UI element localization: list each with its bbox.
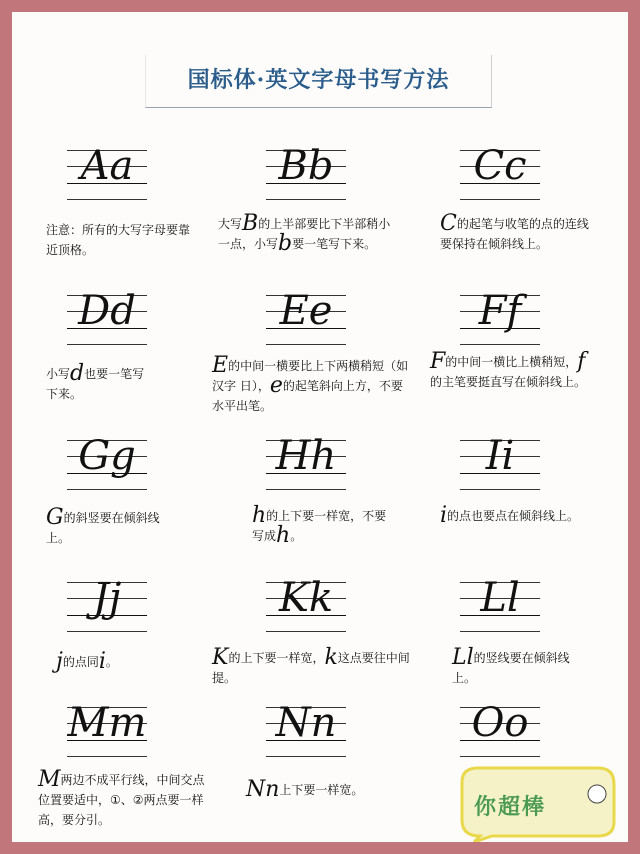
note-ee: E的中间一横要比上下两横稍短（如汉字 日），e的起笔斜向上方，不要水平出笔。 — [212, 353, 409, 413]
praise-text: 你超棒 — [474, 795, 547, 820]
letter-lines-hh — [266, 433, 346, 490]
note-ff: F的中间一横比上横稍短，f的主笔要挺直写在倾斜线上。 — [430, 349, 587, 389]
note-mm: M两边不成平行线，中间交点位置要适中，①、②两点要一样高，要分引。 — [38, 767, 205, 827]
note-gg: G的斜竖要在倾斜线上。 — [46, 505, 160, 545]
note-kk: K的上下要一样宽，k这点要往中间提。 — [212, 645, 410, 685]
note-jj: j的点同i。 — [56, 649, 118, 674]
letters-gg: Gg — [78, 433, 136, 479]
letters-bb: Bb — [278, 143, 334, 189]
letters-ii: Ii — [485, 433, 515, 479]
letter-lines-nn — [266, 700, 346, 757]
letters-hh: Hh — [275, 433, 337, 479]
letter-lines-bb — [266, 143, 346, 200]
letters-cc: Cc — [473, 143, 527, 189]
note-ll: Ll的竖线要在倾斜线上。 — [452, 645, 570, 685]
letter-lines-ee — [266, 288, 346, 345]
letter-lines-aa — [67, 143, 147, 200]
letter-lines-ll — [460, 575, 540, 632]
worksheet — [12, 12, 628, 842]
letter-lines-jj — [67, 575, 147, 632]
letters-ee: Ee — [279, 288, 333, 334]
letters-mm: Mm — [67, 700, 147, 746]
letters-ll: Ll — [480, 575, 520, 621]
praise-sticker — [452, 762, 622, 842]
note-bb: 大写B的上半部要比下半部稍小一点，小写b要一笔写下来。 — [218, 211, 391, 256]
letter-lines-kk — [266, 575, 346, 632]
letters-aa: Aa — [80, 143, 134, 189]
note-nn: Nn上下要一样宽。 — [246, 777, 364, 802]
letter-lines-gg — [67, 433, 147, 490]
letter-lines-ff — [460, 288, 540, 345]
title-box — [145, 55, 492, 108]
note-dd: 小写d也要一笔写下来。 — [46, 361, 145, 401]
letter-lines-ii — [460, 433, 540, 490]
letters-jj: Jj — [92, 575, 122, 621]
note-ii: i的点也要点在倾斜线上。 — [440, 503, 580, 528]
note-hh: h的上下要一样宽，不要写成h。 — [252, 503, 387, 548]
letters-dd: Dd — [78, 288, 136, 334]
page-title: 国标体·英文字母书写方法 — [187, 67, 450, 93]
letter-lines-mm — [67, 700, 147, 757]
letters-kk: Kk — [278, 575, 334, 621]
letter-lines-oo — [460, 700, 540, 757]
letter-lines-cc — [460, 143, 540, 200]
note-cc: C的起笔与收笔的点的连线要保持在倾斜线上。 — [440, 211, 589, 251]
letters-oo: Oo — [471, 700, 529, 746]
note-aa: 注意：所有的大写字母要靠近顶格。 — [46, 223, 191, 257]
letters-ff: Ff — [478, 288, 522, 334]
letters-nn: Nn — [275, 700, 337, 746]
letter-lines-dd — [67, 288, 147, 345]
